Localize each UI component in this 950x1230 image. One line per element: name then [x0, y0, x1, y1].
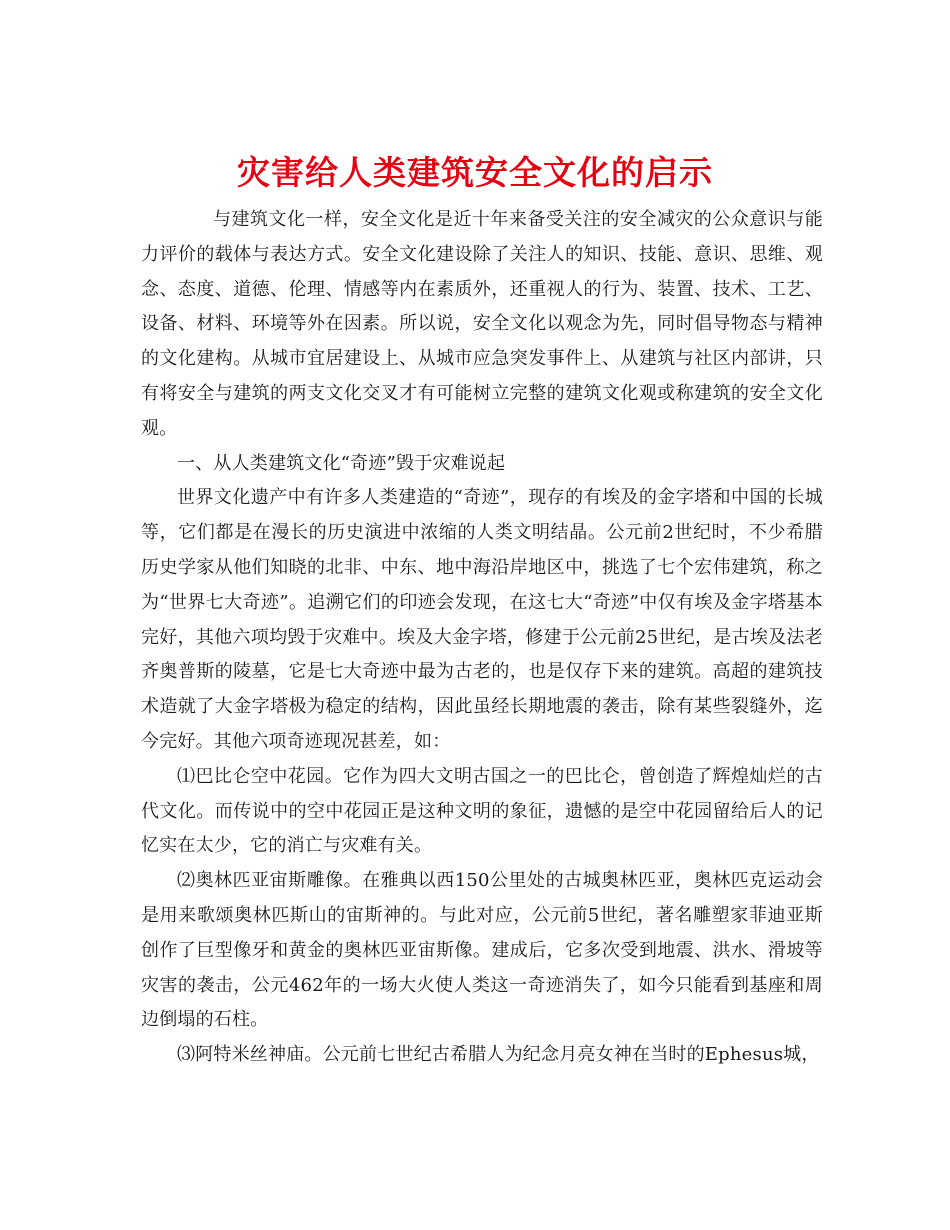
paragraph-intro: 与建筑文化一样，安全文化是近十年来备受关注的安全减灾的公众意识与能力评价的载体与表达方式。安全文化建设除了关注人的知识、技能、意识、思维、观念、态度、道德、伦理、情感等内在素质外，还重视人的行为、装置、技术、工艺、设备、材料、环境等外在因素。所以说，安全文化以观念为先，同时倡导物态与精神的文化建构。从城市宜居建设上、从城市应急突发事件上、从建筑与社区内部讲，只有将安全与建筑的两支文化交叉才有可能树立完整的建筑文化观或称建筑的安全文化观。 — [141, 209, 823, 439]
section-heading: 一、从人类建筑文化“奇迹”毁于灾难说起 — [177, 452, 506, 474]
document-body — [141, 203, 823, 1073]
list-item-artemis-temple: ⑶阿特米丝神庙。公元前七世纪古希腊人为纪念月亮女神在当时的Ephesus城， — [177, 1044, 820, 1066]
document-title: 灾害给人类建筑安全文化的启示 — [237, 153, 713, 193]
list-item-babylon-gardens: ⑴巴比仑空中花园。它作为四大文明古国之一的巴比仑，曾创造了辉煌灿烂的古代文化。而传说中的空中花园正是这种文明的象征，遗憾的是空中花园留给后人的记忆实在太少，它的消亡与灾难有关。 — [141, 765, 823, 857]
paragraph-wonders: 世界文化遗产中有许多人类建造的“奇迹”，现存的有埃及的金字塔和中国的长城等，它们都是在漫长的历史演进中浓缩的人类文明结晶。公元前2世纪时，不少希腊历史学家从他们知晓的北非、中东、地中海沿岸地区中，挑选了七个宏伟建筑，称之为“世界七大奇迹”。追溯它们的印迹会发现，在这七大“奇迹”中仅有埃及金字塔基本完好，其他六项均毁于灾难中。埃及大金字塔，修建于公元前25世纪，是古埃及法老齐奥普斯的陵墓，它是七大奇迹中最为古老的，也是仅存下来的建筑。高超的建筑技术造就了大金字塔极为稳定的结构，因此虽经长期地震的袭击，除有某些裂缝外，迄今完好。其他六项奇迹现况甚差，如： — [141, 487, 823, 752]
list-item-zeus-statue: ⑵奥林匹亚宙斯雕像。在雅典以西150公里处的古城奥林匹亚，奥林匹克运动会是用来歌颂奥林匹斯山的宙斯神的。与此对应，公元前5世纪，著名雕塑家菲迪亚斯创作了巨型像牙和黄金的奥林匹亚宙斯像。建成后，它多次受到地震、洪水、滑坡等灾害的袭击，公元462年的一场大火使人类这一奇迹消失了，如今只能看到基座和周边倒塌的石柱。 — [141, 870, 823, 1031]
